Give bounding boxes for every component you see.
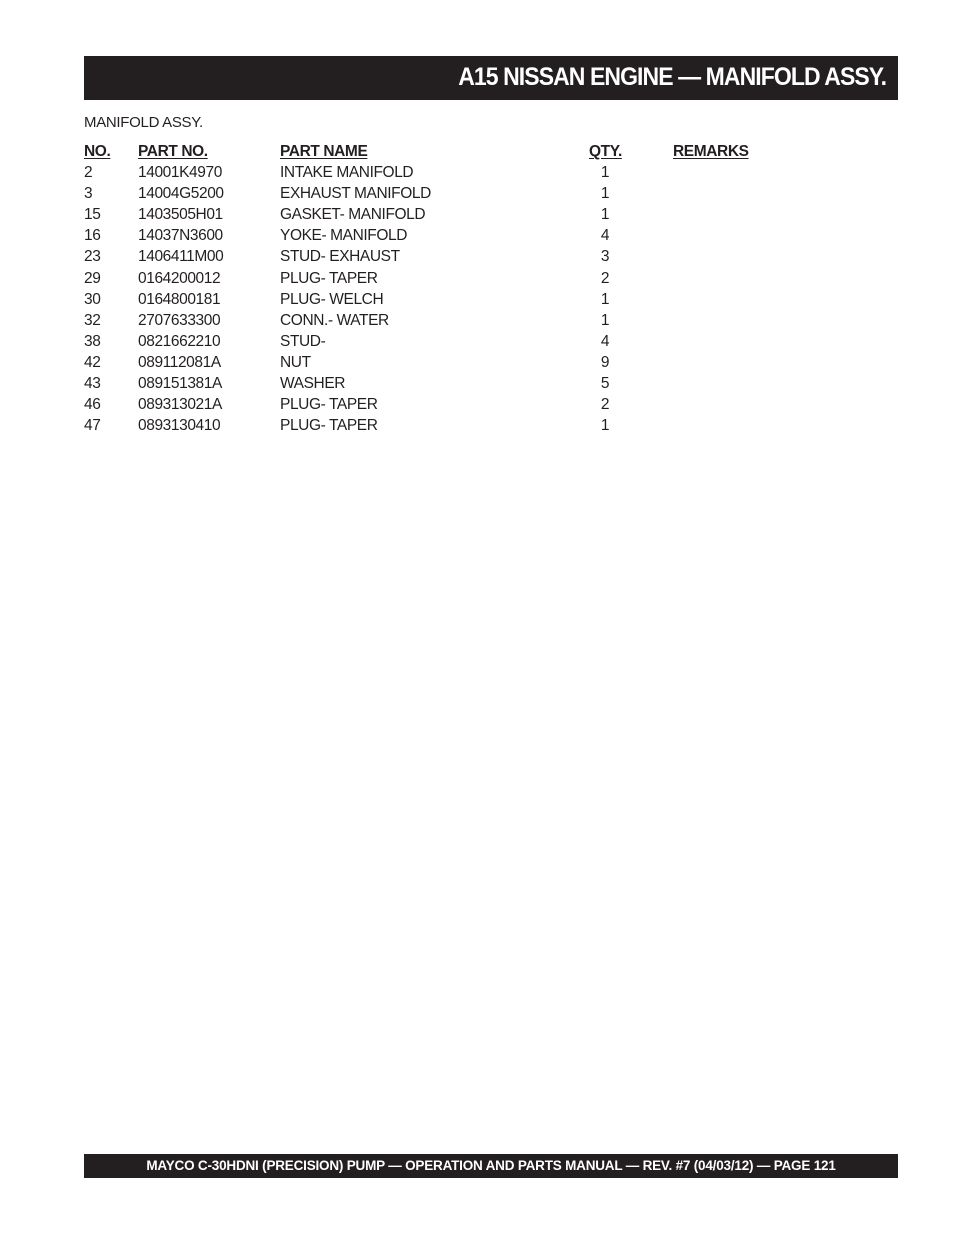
cell-part-name: PLUG- TAPER — [280, 396, 378, 414]
cell-no: 43 — [84, 375, 101, 393]
section-label: MANIFOLD ASSY. — [84, 114, 203, 131]
table-row — [84, 375, 784, 396]
cell-qty: 1 — [600, 206, 610, 224]
cell-no: 32 — [84, 311, 101, 329]
cell-qty: 2 — [600, 269, 610, 287]
cell-part-no: 0821662210 — [138, 332, 221, 350]
cell-part-name: EXHAUST MANIFOLD — [280, 185, 431, 203]
cell-part-name: INTAKE MANIFOLD — [280, 164, 414, 182]
table-row — [84, 333, 784, 354]
page-title: A15 NISSAN ENGINE — MANIFOLD ASSY. — [458, 63, 886, 91]
cell-part-no: 089112081A — [138, 353, 221, 371]
page-title-bar — [84, 56, 898, 100]
cell-part-no: 0893130410 — [138, 417, 221, 435]
cell-part-name: PLUG- TAPER — [280, 269, 378, 287]
table-header-row — [84, 143, 784, 164]
cell-part-name: WASHER — [280, 375, 346, 393]
cell-no: 29 — [84, 269, 101, 287]
cell-no: 30 — [84, 290, 101, 308]
table-row — [84, 270, 784, 291]
cell-qty: 4 — [600, 227, 610, 245]
table-row — [84, 396, 784, 417]
cell-part-no: 0164800181 — [138, 290, 221, 308]
cell-part-no: 1406411M00 — [138, 248, 224, 266]
cell-no: 47 — [84, 417, 101, 435]
cell-no: 16 — [84, 227, 101, 245]
cell-part-name: STUD- EXHAUST — [280, 248, 400, 266]
cell-part-no: 089313021A — [138, 396, 222, 414]
table-row — [84, 185, 784, 206]
cell-no: 3 — [84, 185, 93, 203]
cell-qty: 1 — [600, 164, 610, 182]
table-row — [84, 312, 784, 333]
table-row — [84, 227, 784, 248]
cell-part-no: 14001K4970 — [138, 164, 222, 182]
cell-part-name: CONN.- WATER — [280, 311, 389, 329]
cell-qty: 1 — [600, 417, 610, 435]
table-row — [84, 354, 784, 375]
header-remarks: REMARKS — [673, 143, 749, 160]
cell-part-name: PLUG- WELCH — [280, 290, 384, 308]
cell-part-no: 0164200012 — [138, 269, 221, 287]
cell-qty: 5 — [600, 375, 610, 393]
cell-part-name: YOKE- MANIFOLD — [280, 227, 408, 245]
header-part-name: PART NAME — [280, 143, 368, 160]
cell-part-no: 2707633300 — [138, 311, 221, 329]
cell-qty: 1 — [600, 185, 610, 203]
cell-no: 2 — [84, 164, 93, 182]
cell-no: 46 — [84, 396, 101, 414]
cell-no: 23 — [84, 248, 101, 266]
cell-no: 15 — [84, 206, 101, 224]
cell-qty: 4 — [600, 332, 610, 350]
table-row — [84, 417, 784, 438]
cell-part-no: 14004G5200 — [138, 185, 224, 203]
table-row — [84, 206, 784, 227]
cell-part-no: 14037N3600 — [138, 227, 223, 245]
cell-qty: 1 — [600, 311, 610, 329]
cell-qty: 2 — [600, 396, 610, 414]
table-row — [84, 248, 784, 269]
cell-qty: 9 — [600, 353, 610, 371]
cell-no: 38 — [84, 332, 101, 350]
cell-part-name: STUD- — [280, 332, 326, 350]
cell-part-no: 089151381A — [138, 375, 222, 393]
cell-part-name: NUT — [280, 353, 311, 371]
cell-part-no: 1403505H01 — [138, 206, 223, 224]
cell-part-name: PLUG- TAPER — [280, 417, 378, 435]
page-footer: MAYCO C-30HDNI (PRECISION) PUMP — OPERATION AND PARTS MANUAL — REV. #7 (04/03/12) — PAGE 121 — [146, 1158, 836, 1173]
cell-part-name: GASKET- MANIFOLD — [280, 206, 426, 224]
cell-qty: 3 — [600, 248, 610, 266]
table-row — [84, 291, 784, 312]
header-no: NO. — [84, 143, 111, 160]
page-footer-bar — [84, 1154, 898, 1178]
header-part-no: PART NO. — [138, 143, 208, 160]
header-qty: QTY. — [589, 143, 622, 160]
cell-qty: 1 — [600, 290, 610, 308]
cell-no: 42 — [84, 353, 101, 371]
parts-table — [84, 143, 784, 438]
table-row — [84, 164, 784, 185]
